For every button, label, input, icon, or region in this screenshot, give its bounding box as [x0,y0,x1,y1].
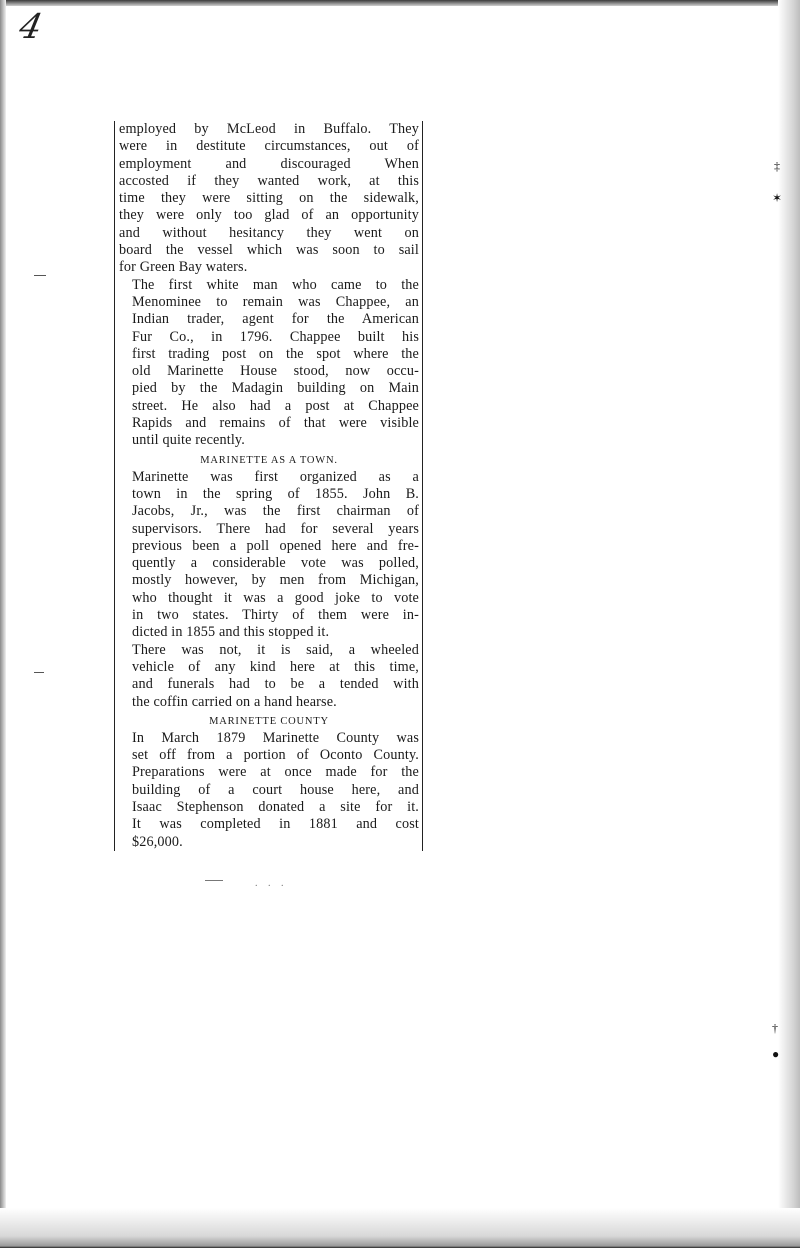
text-line: pied by the Madagin building on Main [132,380,419,397]
end-marks: . . . [255,878,288,889]
text-line: set off from a portion of Oconto County. [132,747,419,764]
text-line: mostly however, by men from Michigan, [132,572,419,589]
county-section-paragraphs [119,730,419,851]
scan-edge-left [0,0,6,1248]
text-line: Jacobs, Jr., was the first chairman of [132,503,419,520]
margin-dash [34,275,46,276]
article-paragraph [119,277,419,450]
text-line: Rapids and remains of that were visible [132,415,419,432]
text-line: building of a court house here, and [132,781,419,798]
text-line: town in the spring of 1855. John B. [132,485,419,502]
text-line: vehicle of any kind here at this time, [132,658,419,675]
text-line: until quite recently. [132,432,245,449]
text-line: were in destitute circumstances, out of [119,138,419,155]
margin-ink-mark-icon: ‡ [774,159,780,173]
text-line: time they were sitting on the sidewalk, [119,190,419,207]
town-section-paragraphs [119,469,419,711]
text-line: in two states. Thirty of them were in- [132,607,419,624]
text-line: they were only too glad of an opportunity [119,207,419,224]
margin-ink-mark-icon: ✶ [772,191,783,205]
text-line: Menominee to remain was Chappee, an [132,293,419,310]
end-rule [205,880,223,881]
scan-edge-top [0,0,800,6]
article-paragraph [119,730,419,851]
text-line: Marinette was first organized as a [132,468,419,485]
text-line: previous been a poll opened here and fre- [132,537,419,554]
text-line: Preparations were at once made for the [132,764,419,781]
scan-edge-right [778,0,800,1248]
text-line: street. He also had a post at Chappee [132,397,419,414]
article-paragraph [119,469,419,642]
text-line: In March 1879 Marinette County was [132,729,419,746]
article-paragraph [119,642,419,711]
text-line: Fur Co., in 1796. Chappee built his [132,328,419,345]
newspaper-clipping [114,121,423,851]
text-line: Isaac Stephenson donated a site for it. [132,798,419,815]
text-line: the coffin carried on a hand hearse. [132,693,337,710]
margin-ink-mark-icon: † [772,1021,778,1035]
text-line: for Green Bay waters. [119,259,248,276]
text-line: dicted in 1855 and this stopped it. [132,624,330,641]
text-line: who thought it was a good joke to vote [132,589,419,606]
text-line: employed by McLeod in Buffalo. They [119,121,419,137]
intro-paragraphs [119,121,419,450]
text-line: first trading post on the spot where the [132,345,419,362]
article-paragraph [119,121,419,277]
handwritten-page-number: 4 [15,7,46,47]
text-line: It was completed in 1881 and cost [132,816,419,833]
text-line: employment and discouraged When [119,155,419,172]
text-line: quently a considerable vote was polled, [132,555,419,572]
section-heading-town: MARINETTE AS A TOWN. [200,454,338,466]
margin-dash [34,672,44,673]
text-line: accosted if they wanted work, at this [119,172,419,189]
text-line: old Marinette House stood, now occu- [132,363,419,380]
text-line: $26,000. [132,833,183,850]
text-line: board the vessel which was soon to sail [119,242,419,259]
text-line: There was not, it is said, a wheeled [132,641,419,658]
scan-edge-bottom [0,1208,800,1248]
text-line: and without hesitancy they went on [119,224,419,241]
text-line: supervisors. There had for several years [132,520,419,537]
margin-ink-mark-icon: ● [772,1047,780,1061]
text-line: and funerals had to be a tended with [132,676,419,693]
text-line: Indian trader, agent for the American [132,311,419,328]
text-line: The first white man who came to the [132,276,419,293]
section-heading-county: MARINETTE COUNTY [209,715,329,727]
